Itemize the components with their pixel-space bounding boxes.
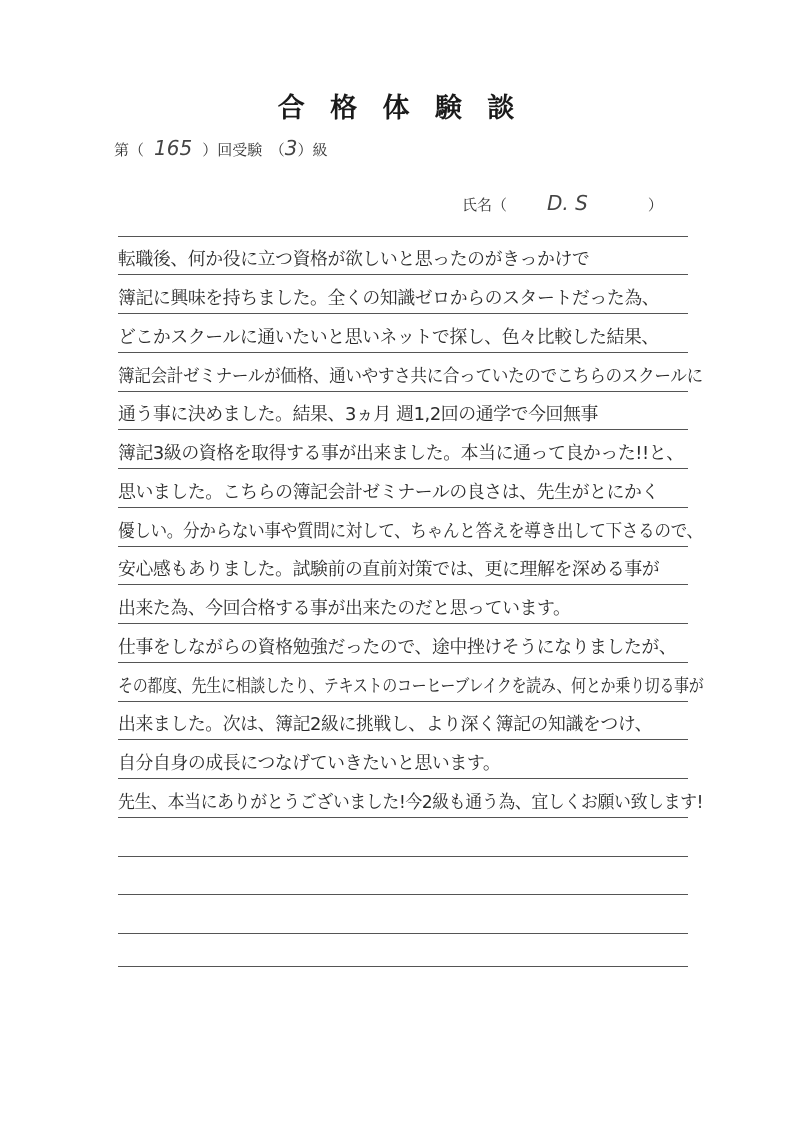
name-close: ） (647, 196, 663, 214)
exam-session-number: 165 (154, 136, 193, 160)
ruled-line (118, 391, 688, 392)
ruled-line (118, 966, 688, 967)
ruled-line (118, 429, 688, 430)
handwritten-line: どこかスクールに通いたいと思いネットで探し、色々比較した結果、 (118, 327, 659, 348)
name-field (462, 191, 663, 215)
ruled-line (118, 468, 688, 469)
handwritten-line: 簿記会計ゼミナールが価格、通いやすさ共に合っていたのでこちらのスクールに (118, 366, 703, 387)
ruled-line (118, 933, 688, 934)
ruled-line (118, 739, 688, 740)
exam-mid-label: ）回受験 （ (202, 141, 285, 159)
exam-grade: 3 (284, 136, 298, 160)
ruled-line (118, 546, 688, 547)
name-value: D. S (547, 191, 588, 215)
ruled-line (118, 313, 688, 314)
handwritten-line: 出来た為、今回合格する事が出来たのだと思っています。 (118, 598, 571, 619)
ruled-line (118, 894, 688, 895)
ruled-line (118, 778, 688, 779)
exam-suffix: ）級 (297, 141, 328, 159)
ruled-line (118, 662, 688, 663)
handwritten-line: 仕事をしながらの資格勉強だったので、途中挫けそうになりましたが、 (118, 637, 677, 658)
ruled-line (118, 507, 688, 508)
handwritten-line: 転職後、何か役に立つ資格が欲しいと思ったのがきっかけで (118, 249, 590, 270)
ruled-line (118, 856, 688, 857)
ruled-line (118, 584, 688, 585)
exam-info (114, 136, 327, 160)
handwritten-line: 簿記3級の資格を取得する事が出来ました。本当に通って良かった!!と、 (118, 443, 684, 464)
ruled-line (118, 236, 688, 237)
name-label: 氏名（ (462, 196, 508, 214)
handwritten-line: 優しい。分からない事や質問に対して、ちゃんと答えを導き出して下さるので、 (118, 521, 703, 542)
handwritten-line: 思いました。こちらの簿記会計ゼミナールの良さは、先生がとにかく (118, 482, 659, 503)
handwritten-line: 出来ました。次は、簿記2級に挑戦し、より深く簿記の知識をつけ、 (118, 714, 653, 735)
ruled-line (118, 701, 688, 702)
handwritten-line: 安心感もありました。試験前の直前対策では、更に理解を深める事が (118, 559, 660, 580)
ruled-line (118, 623, 688, 624)
handwritten-line: 先生、本当にありがとうございました!今2級も通う為、宜しくお願い致します! (118, 792, 704, 813)
handwritten-line: 簿記に興味を持ちました。全くの知識ゼロからのスタートだった為、 (118, 288, 660, 309)
handwritten-line: その都度、先生に相談したり、テキストのコーヒーブレイクを読み、何とか乗り切る事が (118, 676, 704, 697)
page-title: 合 格 体 験 談 (277, 93, 523, 124)
ruled-line (118, 817, 688, 818)
ruled-line (118, 352, 688, 353)
handwritten-line: 自分自身の成長につなげていきたいと思います。 (118, 753, 501, 774)
handwritten-line: 通う事に決めました。結果、3ヵ月 週1,2回の通学で今回無事 (118, 404, 598, 425)
ruled-line (118, 274, 688, 275)
exam-prefix: 第（ (114, 141, 145, 159)
